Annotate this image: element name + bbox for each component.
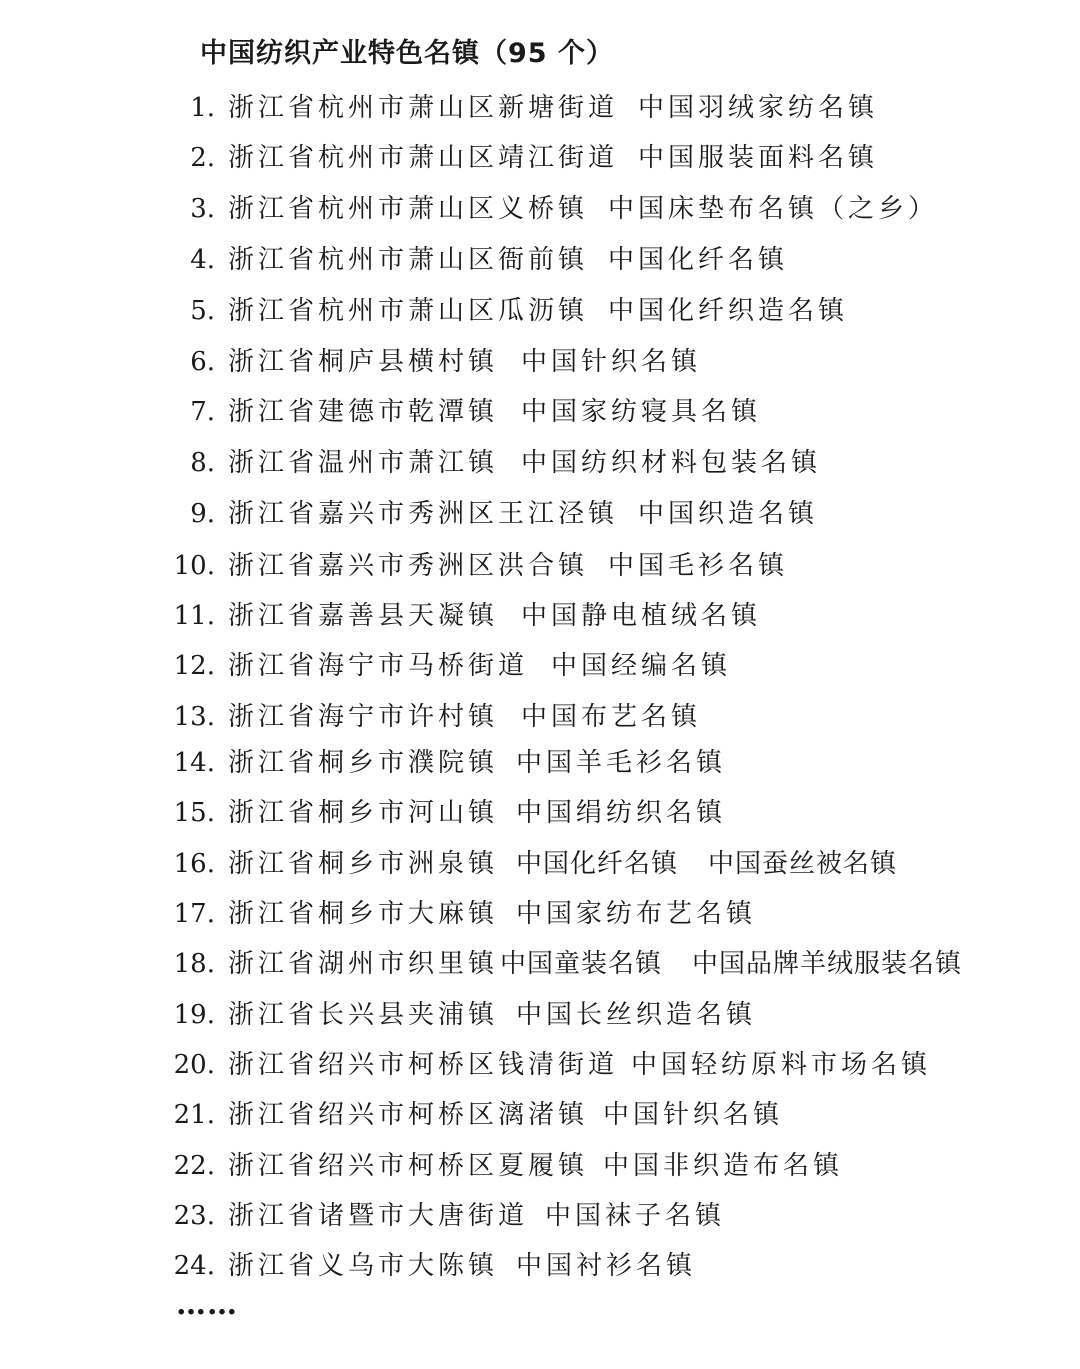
item-honors — [521, 596, 791, 636]
list-item — [0, 240, 1080, 280]
item-place: 浙江省嘉兴市秀洲区王江泾镇 — [228, 499, 619, 529]
list-item — [0, 138, 1080, 178]
item-place: 浙江省杭州市萧山区新塘街道 — [228, 93, 619, 123]
list-item — [0, 844, 1080, 884]
item-number: 11. — [173, 601, 215, 631]
item-honor: 中国毛衫名镇 — [608, 551, 789, 581]
list-item — [0, 944, 1080, 984]
item-number: 12. — [173, 651, 215, 681]
item-honors — [608, 546, 818, 586]
item-place: 浙江省义乌市大陈镇 — [228, 1251, 499, 1281]
item-honors — [516, 995, 786, 1035]
item-place: 浙江省桐庐县横村镇 — [228, 347, 499, 377]
list-item — [0, 392, 1080, 432]
item-honors — [603, 1146, 873, 1186]
item-honors — [603, 1095, 813, 1135]
list-item — [0, 546, 1080, 586]
item-honors — [545, 1196, 755, 1236]
item-number: 23. — [173, 1201, 215, 1231]
list-item — [0, 443, 1080, 483]
item-place: 浙江省绍兴市柯桥区钱清街道 — [228, 1050, 619, 1080]
item-place: 浙江省桐乡市洲泉镇 — [228, 849, 499, 879]
item-honor: 中国化纤名镇 — [608, 245, 789, 275]
item-honors — [608, 291, 878, 331]
item-number: 7. — [190, 397, 215, 427]
item-place: 浙江省桐乡市大麻镇 — [228, 899, 499, 929]
item-number: 19. — [173, 1000, 215, 1030]
item-honor: 中国非织造布名镇 — [603, 1151, 844, 1181]
item-place: 浙江省海宁市马桥街道 — [228, 651, 529, 681]
list-item — [0, 88, 1080, 128]
item-honors — [516, 844, 927, 884]
item-place: 浙江省桐乡市河山镇 — [228, 798, 499, 828]
item-place: 浙江省湖州市织里镇 — [228, 949, 499, 979]
list-item — [0, 1196, 1080, 1236]
list-item — [0, 596, 1080, 636]
item-honor: 中国家纺布艺名镇 — [516, 899, 757, 929]
item-honor: 中国经编名镇 — [551, 651, 732, 681]
item-honors — [521, 697, 731, 737]
list-item — [0, 743, 1080, 783]
item-honor: 中国衬衫名镇 — [516, 1251, 697, 1281]
item-honor: 中国童装名镇 — [500, 949, 663, 979]
item-number: 14. — [173, 748, 215, 778]
continuation-ellipsis: …… — [176, 1287, 238, 1322]
item-honor: 中国织造名镇 — [638, 499, 819, 529]
item-honors — [521, 443, 851, 483]
item-place: 浙江省诸暨市大唐街道 — [228, 1201, 529, 1231]
item-honors — [516, 1246, 726, 1286]
item-place: 浙江省杭州市萧山区衙前镇 — [228, 245, 589, 275]
item-honors — [521, 342, 731, 382]
item-honor: 中国袜子名镇 — [545, 1201, 726, 1231]
list-item — [0, 697, 1080, 737]
item-honor: 中国品牌羊绒服装名镇 — [692, 949, 963, 979]
item-number: 5. — [190, 296, 215, 326]
item-honors — [521, 392, 791, 432]
item-number: 8. — [190, 448, 215, 478]
item-place: 浙江省绍兴市柯桥区夏履镇 — [228, 1151, 589, 1181]
item-honors — [516, 894, 786, 934]
item-number: 9. — [190, 499, 215, 529]
item-honor: 中国长丝织造名镇 — [516, 1000, 757, 1030]
item-number: 15. — [173, 798, 215, 828]
item-place: 浙江省建德市乾潭镇 — [228, 397, 499, 427]
list-item — [0, 1045, 1080, 1085]
list-item — [0, 995, 1080, 1035]
item-number: 24. — [173, 1251, 215, 1281]
item-honors — [516, 793, 756, 833]
item-number: 16. — [173, 849, 215, 879]
item-place: 浙江省杭州市萧山区靖江街道 — [228, 143, 619, 173]
item-number: 17. — [173, 899, 215, 929]
item-honor: 中国化纤织造名镇 — [608, 296, 849, 326]
item-honor: 中国蚕丝被名镇 — [708, 849, 898, 879]
item-honors — [608, 189, 968, 229]
item-number: 3. — [190, 194, 215, 224]
item-honor: 中国针织名镇 — [521, 347, 702, 377]
item-number: 21. — [173, 1100, 215, 1130]
item-place: 浙江省嘉善县天凝镇 — [228, 601, 499, 631]
item-honor: 中国化纤名镇 — [516, 849, 679, 879]
item-honor: 中国绢纺织名镇 — [516, 798, 727, 828]
item-honors — [551, 646, 761, 686]
item-place: 浙江省长兴县夹浦镇 — [228, 1000, 499, 1030]
list-item — [0, 1095, 1080, 1135]
page-title: 中国纺织产业特色名镇（95 个） — [200, 38, 614, 69]
item-place: 浙江省嘉兴市秀洲区洪合镇 — [228, 551, 589, 581]
item-honor: 中国羽绒家纺名镇 — [638, 93, 879, 123]
item-honor: 中国轻纺原料市场名镇 — [631, 1050, 932, 1080]
item-number: 10. — [173, 551, 215, 581]
item-honor: 中国床垫布名镇（之乡） — [608, 194, 939, 224]
list-item — [0, 494, 1080, 534]
item-honor: 中国家纺寝具名镇 — [521, 397, 762, 427]
item-honor: 中国羊毛衫名镇 — [516, 748, 727, 778]
item-place: 浙江省温州市萧江镇 — [228, 448, 499, 478]
item-honors — [516, 743, 756, 783]
list-item — [0, 894, 1080, 934]
list-item — [0, 793, 1080, 833]
item-honors — [638, 88, 908, 128]
item-honor: 中国服装面料名镇 — [638, 143, 879, 173]
item-place: 浙江省海宁市许村镇 — [228, 702, 499, 732]
item-honors — [638, 138, 908, 178]
list-item — [0, 646, 1080, 686]
item-place: 浙江省杭州市萧山区瓜沥镇 — [228, 296, 589, 326]
list-item — [0, 342, 1080, 382]
item-number: 13. — [173, 702, 215, 732]
item-honors — [500, 944, 992, 984]
item-place: 浙江省杭州市萧山区义桥镇 — [228, 194, 589, 224]
item-honors — [638, 494, 848, 534]
item-honors — [608, 240, 818, 280]
list-item — [0, 1146, 1080, 1186]
item-honor: 中国静电植绒名镇 — [521, 601, 762, 631]
item-place: 浙江省桐乡市濮院镇 — [228, 748, 499, 778]
item-honor: 中国纺织材料包装名镇 — [521, 448, 822, 478]
list-item — [0, 1246, 1080, 1286]
item-honor: 中国针织名镇 — [603, 1100, 784, 1130]
item-honor: 中国布艺名镇 — [521, 702, 702, 732]
list-item — [0, 189, 1080, 229]
list-item — [0, 291, 1080, 331]
item-number: 18. — [173, 949, 215, 979]
item-number: 22. — [173, 1151, 215, 1181]
item-place: 浙江省绍兴市柯桥区漓渚镇 — [228, 1100, 589, 1130]
item-honors — [631, 1045, 961, 1085]
item-number: 6. — [190, 347, 215, 377]
item-number: 1. — [190, 93, 215, 123]
item-number: 4. — [190, 245, 215, 275]
item-number: 20. — [173, 1050, 215, 1080]
item-number: 2. — [190, 143, 215, 173]
